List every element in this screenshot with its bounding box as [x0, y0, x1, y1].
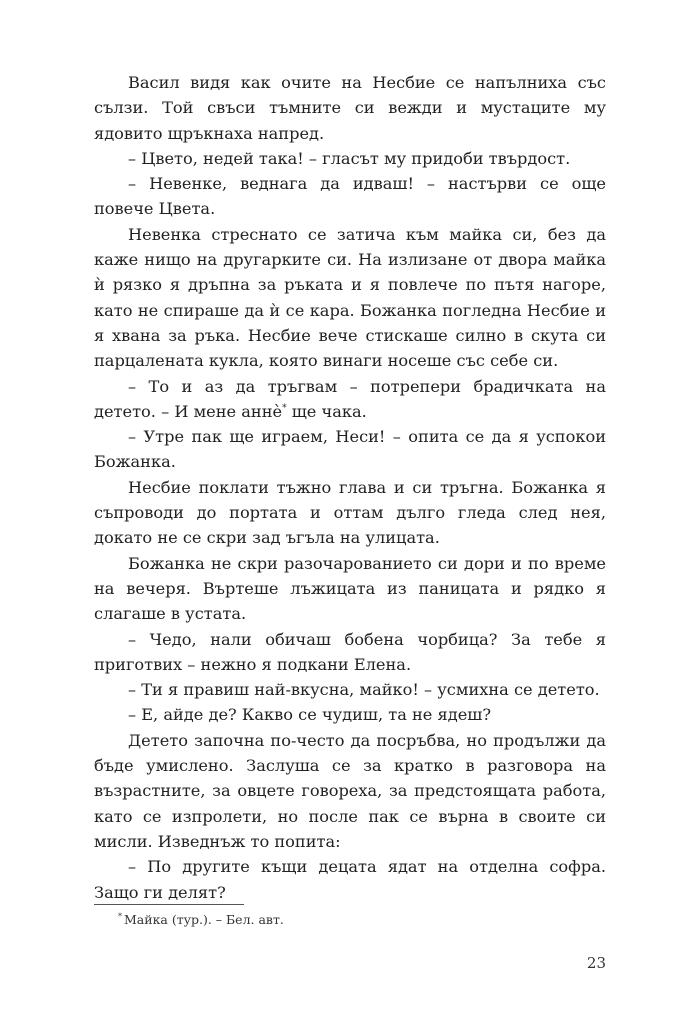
- page-number: 23: [586, 954, 606, 972]
- paragraph-text-after-ref: ще чака.: [286, 401, 367, 421]
- paragraph: – Цвето, недей така! – гласът му придоби твърдост.: [128, 148, 571, 168]
- paragraph: – Чедо, нали обичаш бобена чорбица? За тебе я приготвих – нежно я подкани Елена.: [94, 629, 606, 674]
- paragraph: – Невенке, веднага да идваш! – настърви се още повече Цвета.: [94, 174, 606, 219]
- paragraph: Васил видя как очите на Несбие се напълниха със сълзи. Той свъси тъмните си вежди и мустаците му ядовито щръкнаха напред.: [94, 73, 606, 143]
- footnote-text: Майка (тур.). – Бел. авт.: [124, 912, 284, 927]
- paragraph: – По другите къщи децата ядат на отделна софра. Защо ги делят?: [94, 857, 606, 902]
- paragraph-with-footnote-ref: [94, 374, 606, 425]
- paragraph: Детето започна по-често да посръбва, но продължи да бъде умислено. Заслуша се за кратко в разговора на възрастните, за овцете говореха, за предстоящата работа, като се изпролети, но после пак се върна в своите си мисли. Изведнъж то попита:: [94, 730, 606, 851]
- paragraph-text-before-ref: – То и аз да тръгвам – потрепери брадичката на детето. – И мене аннѐ: [94, 376, 606, 421]
- paragraph: Божанка не скри разочарованието си дори и по време на вечеря. Въртеше лъжицата из паницата и рядко я слагаше в устата.: [94, 553, 606, 624]
- paragraph: Несбие поклати тъжно глава и си тръгна. Божанка я съпроводи до портата и оттам дълго гледа след нея, докато не се скри зад ъгъла на улицата.: [94, 477, 606, 548]
- page-body: [94, 70, 606, 905]
- footnote: [118, 912, 284, 928]
- paragraph: Невенка стреснато се затича към майка си, без да каже нищо на другарките си. На излизане от двора майка ѝ рязко я дръпна за ръката и я повлече по пътя нагоре, като не спираше да ѝ се кара. Божанка погледна Несбие и я хвана за ръка. Несбие вече стискаше силно в скута си парцалената кукла, която винаги носеше със себе си.: [94, 224, 606, 371]
- footnote-mark: *: [118, 911, 122, 921]
- footnote-reference-mark: *: [282, 403, 287, 414]
- paragraph: – Ти я правиш най-вкусна, майко! – усмихна се детето.: [128, 680, 600, 700]
- paragraph: – Утре пак ще играем, Неси! – опита се да я успокои Божанка.: [94, 427, 606, 472]
- footnote-divider: [94, 904, 244, 905]
- paragraph: – Е, айде де? Какво се чудиш, та не ядеш?: [128, 705, 492, 725]
